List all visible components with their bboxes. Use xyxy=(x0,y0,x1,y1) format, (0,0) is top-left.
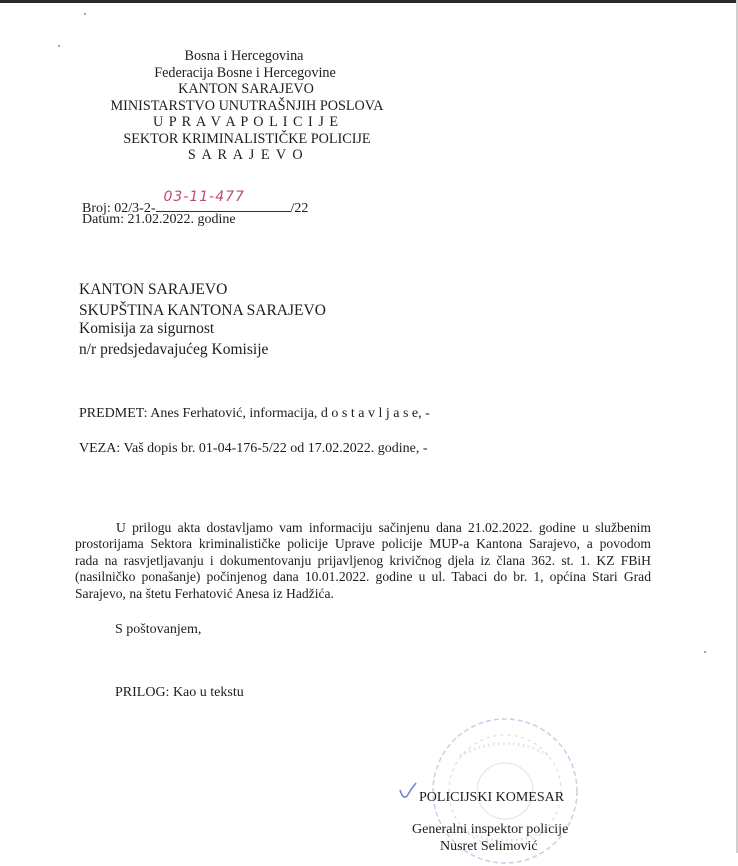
signature-check-mark xyxy=(397,780,419,802)
reference-blank xyxy=(156,189,291,212)
reference-suffix: /22 xyxy=(290,201,309,216)
recipient-commission: Komisija za sigurnost xyxy=(79,320,215,337)
recipient-canton: KANTON SARAJEVO xyxy=(79,281,228,298)
signature-name: Nusret Selimović xyxy=(440,839,538,854)
subject-predmet: PREDMET: Anes Ferhatović, informacija, d o s t a v l j a s e, - xyxy=(79,406,430,421)
attachment-note: PRILOG: Kao u tekstu xyxy=(115,685,244,700)
letterhead-canton: KANTON SARAJEVO xyxy=(178,81,314,97)
body-line: rada na rasvjetljavanju i dokumentovanju prijavljenog krivičnog djela iz člana 362. st. 1. KZ FBiH xyxy=(75,552,651,568)
letterhead-city: S A R A J E V O xyxy=(187,147,305,163)
subject-veza: VEZA: Vaš dopis br. 01-04-176-5/22 od 17.02.2022. godine, - xyxy=(79,441,428,456)
body-line: (nasilničko ponašanje) počinjenog dana 10.01.2022. godine u ul. Tabaci do br. 1, općina Stari Grad xyxy=(75,569,651,585)
body-line: Sarajevo, na štetu Ferhatović Anesa iz Hadžića. xyxy=(75,585,334,601)
signature-role: Generalni inspektor policije xyxy=(412,822,569,837)
recipient-assembly: SKUPŠTINA KANTONA SARAJEVO xyxy=(79,302,326,319)
signature-title: POLICIJSKI KOMESAR xyxy=(419,790,565,805)
letterhead-ministry: MINISTARSTVO UNUTRAŠNJIH POSLOVA xyxy=(110,98,384,114)
body-line: prostorijama Sektora kriminalističke policije Uprave policije MUP-a Kantona Sarajevo, a povodom xyxy=(75,536,651,552)
closing-salutation: S poštovanjem, xyxy=(115,622,202,637)
letterhead-sector: SEKTOR KRIMINALISTIČKE POLICIJE xyxy=(123,131,371,147)
recipient-attention: n/r predsjedavajućeg Komisije xyxy=(79,341,269,358)
letterhead-federation: Federacija Bosne i Hercegovine xyxy=(154,65,336,81)
body-paragraph xyxy=(75,520,651,602)
letterhead-country: Bosna i Hercegovina xyxy=(184,48,304,64)
reference-date: Datum: 21.02.2022. godine xyxy=(82,212,236,227)
reference-prefix: Broj: 02/3-2- xyxy=(82,201,156,216)
body-line: U prilogu akta dostavljamo vam informaciju sačinjenu dana 21.02.2022. godine u službenim xyxy=(116,520,651,535)
reference-handwritten: 03-11-477 xyxy=(163,189,245,205)
letterhead-police-admin: U P R A V A P O L I C I J E xyxy=(152,114,340,130)
